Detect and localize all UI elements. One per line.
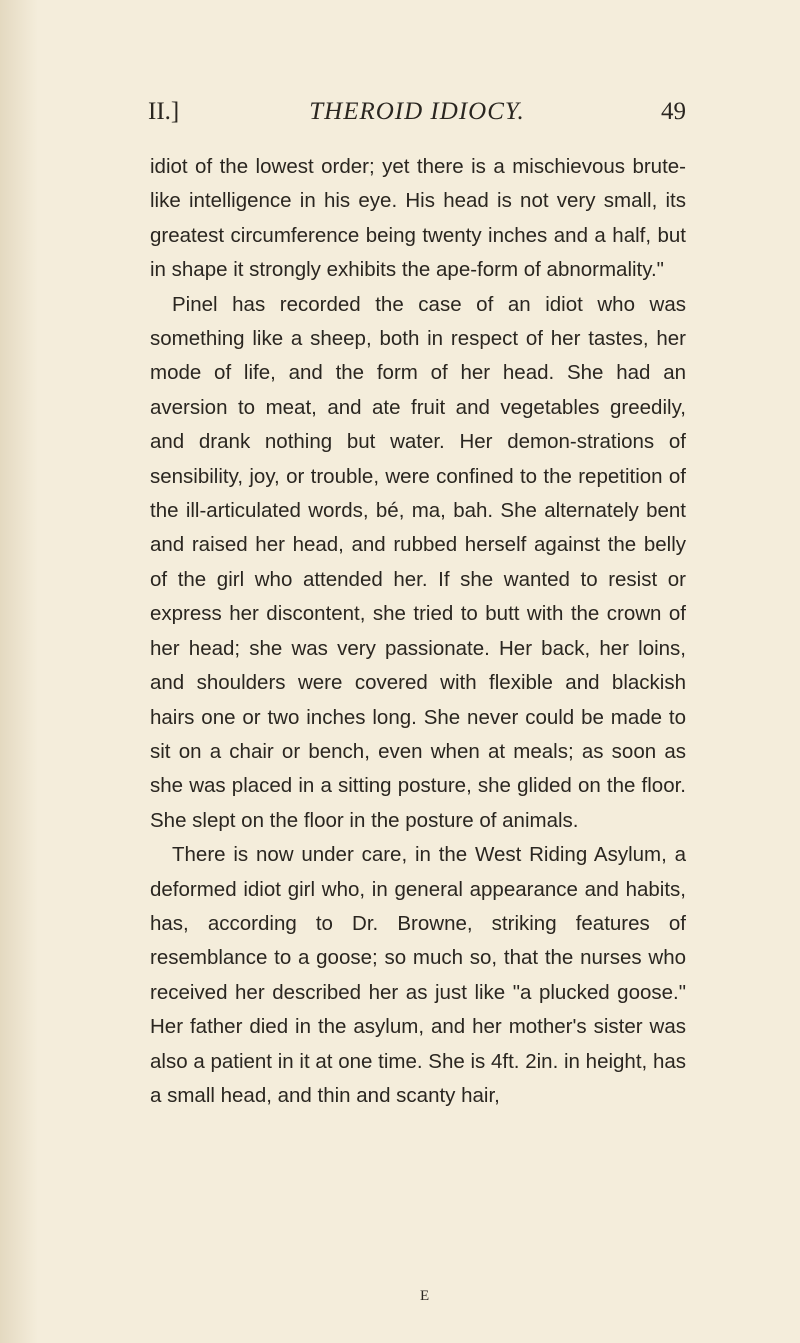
body-text (150, 150, 686, 1113)
paragraph-west-riding: There is now under care, in the West Riding Asylum, a deformed idiot girl who, in general appearance and habits, has, according to Dr. Browne, striking features of resemblance to a goose; so much so, that the nurses who received her described her as just like "a plucked goose." Her father died in the asylum, and her mother's sister was also a patient in it at one time. She is 4ft. 2in. in height, has a small head, and thin and scanty hair, (150, 843, 686, 1107)
running-head (148, 98, 686, 138)
signature-mark: E (420, 1288, 430, 1304)
section-number: II.] (148, 98, 180, 125)
paragraph-continuation: idiot of the lowest order; yet there is a mischievous brute-like intelligence in his eye. His head is not very small, its greatest circumference being twenty inches and a half, but in shape it strongly exhibits the ape-form of abnormality." (150, 155, 686, 282)
running-title: THEROID IDIOCY. (309, 98, 525, 125)
page-number: 49 (661, 98, 686, 125)
paragraph-pinel: Pinel has recorded the case of an idiot who was something like a sheep, both in respect of her tastes, her mode of life, and the form of her head. She had an aversion to meat, and ate fruit and vegetables greedily, and drank nothing but water. Her demon-strations of sensibility, joy, or trouble, were confined to the repetition of the ill-articulated words, bé, ma, bah. She alternately bent and raised her head, and rubbed herself against the belly of the girl who attended her. If she wanted to resist or express her discontent, she tried to butt with the crown of her head; she was very passionate. Her back, her loins, and shoulders were covered with flexible and blackish hairs one or two inches long. She never could be made to sit on a chair or bench, even when at meals; as soon as she was placed in a sitting posture, she glided on the floor. She slept on the floor in the posture of animals. (150, 292, 686, 832)
